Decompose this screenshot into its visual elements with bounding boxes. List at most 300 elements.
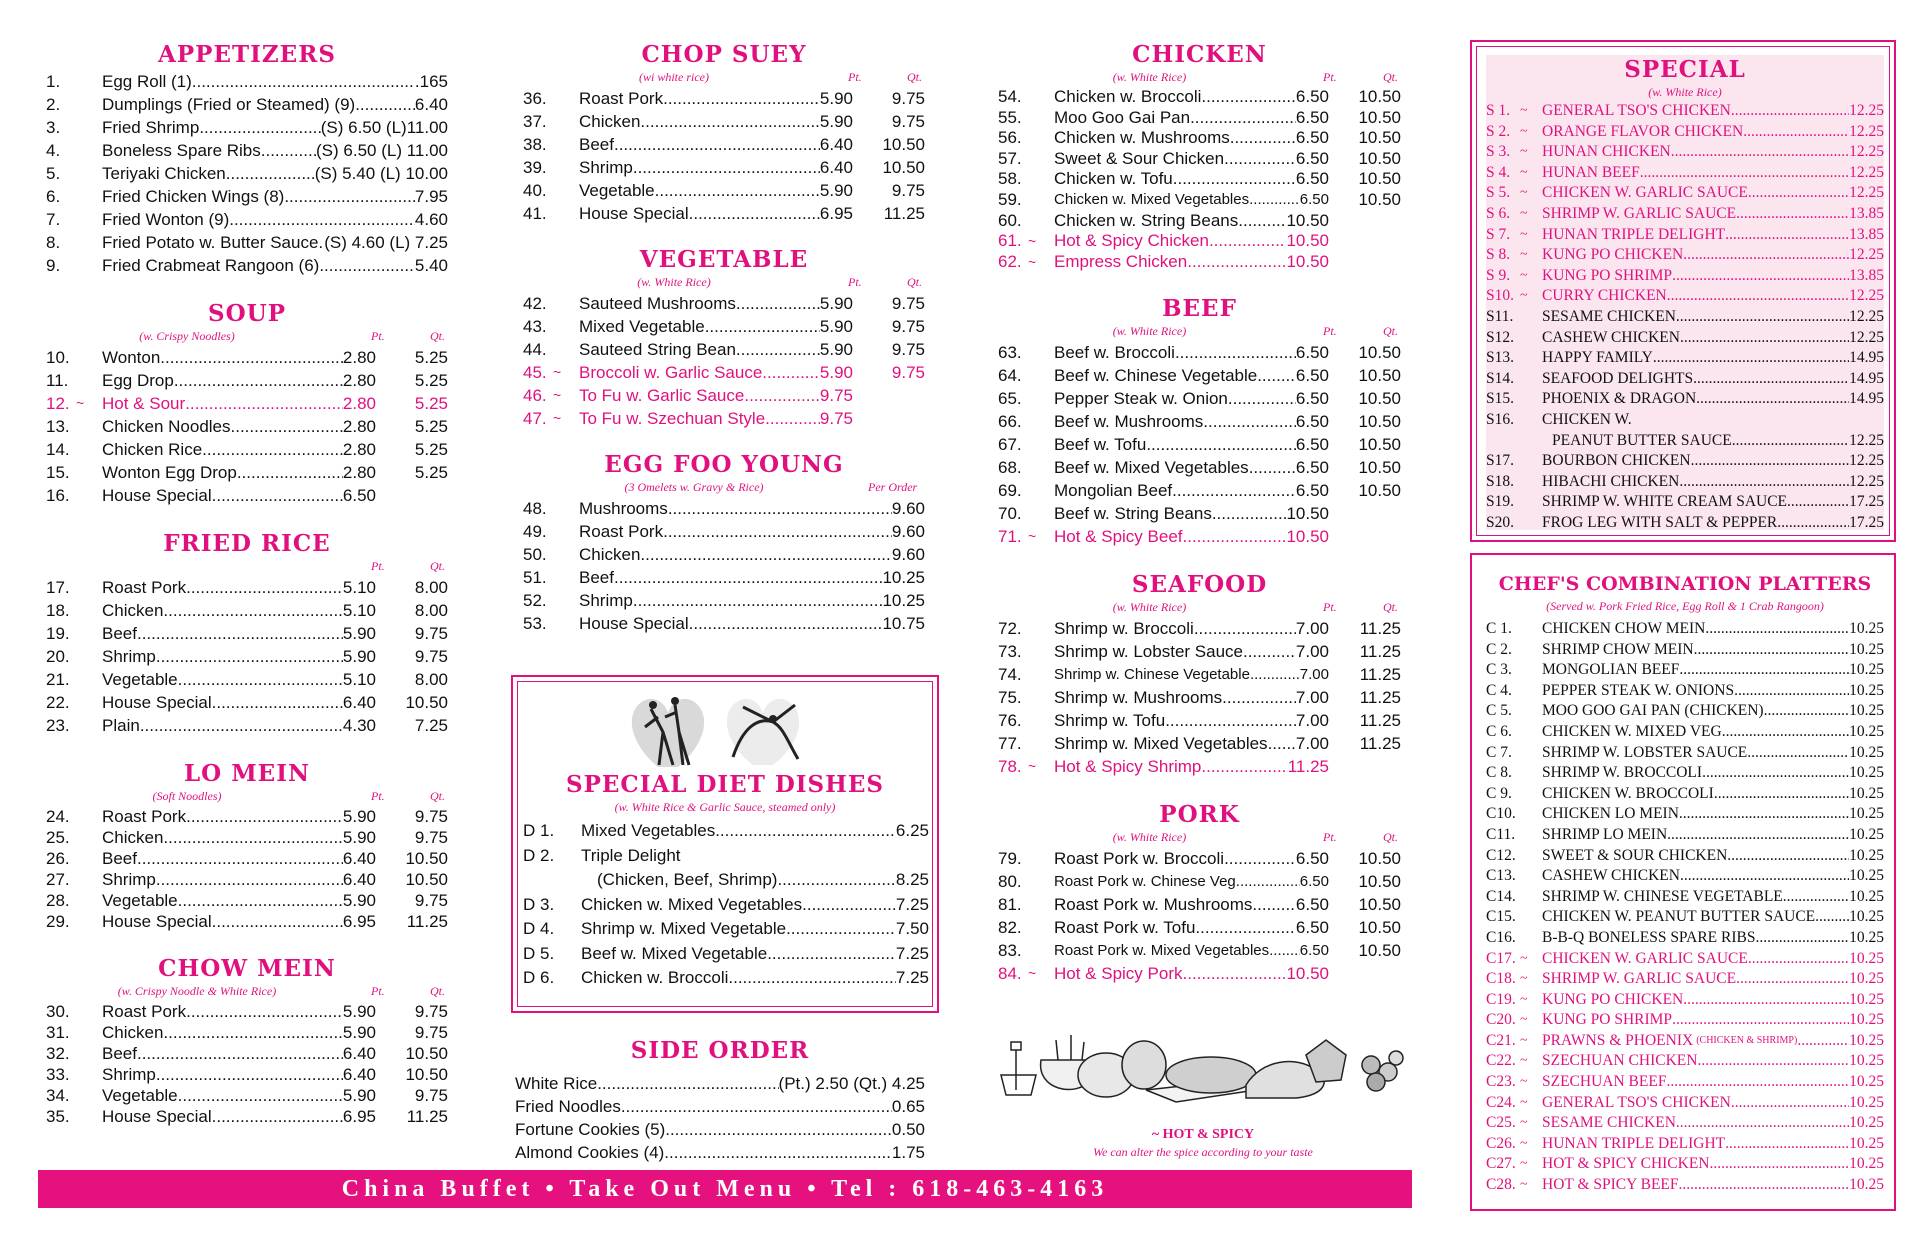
dot-leader	[178, 1085, 343, 1106]
item-name: Empress Chicken	[1054, 251, 1188, 271]
item-name: Chicken w. Mushrooms	[1054, 128, 1230, 148]
item-number: 5.	[46, 164, 61, 183]
item-name-line	[1054, 962, 1329, 985]
item-price-qt: 9.75	[414, 1002, 448, 1021]
item-number: 1.	[46, 72, 61, 91]
item-list	[1486, 619, 1884, 1196]
item-number: 33.	[46, 1065, 70, 1084]
item-name-line	[1542, 1154, 1884, 1175]
item-name-line	[102, 185, 448, 208]
hot-pepper-icon: ~	[1520, 1074, 1528, 1090]
item-name: Roast Pork	[102, 578, 187, 597]
hot-pepper-icon: ~	[1520, 1012, 1528, 1028]
item-price: 12.25	[1849, 163, 1884, 181]
menu-item-row	[1486, 492, 1884, 513]
dot-leader	[355, 93, 415, 116]
item-number: 11.	[46, 371, 69, 390]
item-name: CASHEW CHICKEN	[1542, 867, 1680, 885]
item-price-qt: 8.00	[414, 578, 448, 597]
item-price: 13.85	[1849, 204, 1884, 222]
item-name-line	[102, 1106, 376, 1127]
dot-leader	[689, 202, 820, 225]
item-name: Roast Pork w. Broccoli	[1054, 849, 1225, 869]
qt-header: Qt.	[1383, 830, 1398, 845]
section-beef	[998, 294, 1401, 548]
item-name-line	[102, 869, 376, 890]
section-title: SOUP	[208, 300, 286, 327]
item-code: C 4.	[1486, 681, 1512, 699]
section-egg-foo-young	[523, 450, 925, 635]
dot-leader	[728, 966, 896, 991]
item-code: C28.	[1486, 1176, 1516, 1194]
qt-header: Qt.	[430, 329, 445, 343]
section-note: (w. Crispy Noodles)	[139, 329, 235, 343]
dot-leader	[1257, 364, 1296, 387]
item-list	[46, 70, 448, 277]
section-title: APPETIZERS	[158, 41, 336, 68]
item-name-line	[581, 966, 929, 991]
item-price: 14.95	[1849, 369, 1884, 387]
item-price-qt: 10.50	[405, 1044, 448, 1063]
item-name-line	[1542, 389, 1884, 410]
item-number: 56.	[998, 128, 1022, 148]
item-number: D 6.	[523, 968, 555, 987]
item-price-pt: 10.50	[1286, 210, 1329, 230]
item-name: Fried Shrimp	[102, 118, 200, 137]
item-name: Shrimp w. Mixed Vegetables	[1054, 734, 1268, 754]
item-number: 64.	[998, 366, 1022, 386]
menu-item-row	[1486, 990, 1884, 1011]
menu-item-row	[523, 819, 929, 844]
section-title: BEEF	[1162, 295, 1237, 323]
dot-leader	[664, 1141, 892, 1164]
dot-leader	[212, 911, 343, 932]
menu-item-row	[523, 202, 925, 225]
item-price: 13.85	[1849, 266, 1884, 284]
item-price-pt: 2.80	[342, 440, 376, 459]
item-name-line	[102, 231, 448, 254]
item-code: S 7.	[1486, 225, 1511, 243]
item-number: 52.	[523, 591, 547, 610]
dot-leader	[1726, 722, 1850, 743]
item-price-qt: 9.75	[891, 363, 925, 382]
menu-item-row	[523, 292, 925, 315]
item-name-line	[1542, 307, 1884, 328]
item-number: 36.	[523, 89, 547, 108]
menu-item-row	[523, 868, 929, 893]
item-name: Mongolian Beef	[1054, 481, 1173, 501]
item-price-pt: 2.80	[342, 463, 376, 482]
item-name: To Fu w. Szechuan Style	[579, 409, 766, 428]
item-name-line	[102, 576, 376, 599]
item-name: CHICKEN W. GARLIC SAUCE	[1542, 184, 1748, 202]
item-list	[46, 806, 448, 932]
dot-leader	[185, 392, 343, 415]
item-name: Pepper Steak w. Onion	[1054, 389, 1228, 409]
item-name: Shrimp w. Broccoli	[1054, 619, 1194, 639]
section-chicken	[998, 40, 1401, 272]
dot-leader	[786, 917, 896, 942]
hot-pepper-icon: ~	[1520, 1053, 1528, 1069]
item-name-line	[1542, 1072, 1884, 1093]
menu-item-row	[1486, 266, 1884, 287]
menu-item-row	[998, 128, 1401, 149]
dot-leader	[1653, 348, 1849, 369]
item-number: 47.	[523, 409, 547, 428]
item-number: 30.	[46, 1002, 70, 1021]
item-name: SHRIMP W. WHITE CREAM SAUCE	[1542, 493, 1788, 511]
item-price: (Pt.) 2.50 (Qt.) 4.25	[778, 1074, 925, 1093]
dot-leader	[1172, 479, 1296, 502]
item-number: 66.	[998, 412, 1022, 432]
item-number: 31.	[46, 1023, 70, 1042]
section-note: (wi white rice)	[639, 70, 709, 84]
dot-leader	[736, 292, 820, 315]
menu-item-row	[1486, 1031, 1884, 1052]
item-price: 7.50	[895, 919, 929, 938]
item-price-pt: 6.40	[819, 135, 853, 154]
hot-pepper-icon: ~	[1520, 205, 1528, 221]
item-name: SHRIMP CHOW MEIN	[1542, 640, 1694, 658]
dot-leader	[1269, 939, 1300, 962]
menu-item-row	[46, 139, 448, 162]
item-name-line	[102, 1043, 376, 1064]
item-price: 10.25	[1849, 846, 1884, 864]
item-name-line	[1542, 743, 1884, 764]
item-name: HUNAN TRIPLE DELIGHT	[1542, 1134, 1726, 1152]
item-name: HIBACHI CHICKEN	[1542, 472, 1680, 490]
dot-leader	[1640, 163, 1849, 184]
hot-pepper-icon: ~	[1520, 1094, 1528, 1110]
dot-leader	[1736, 204, 1849, 225]
item-name-line	[1542, 640, 1884, 661]
item-name-line	[579, 543, 925, 566]
dot-leader	[1187, 252, 1286, 273]
item-price: 10.25	[1849, 784, 1884, 802]
item-number: 54.	[998, 87, 1022, 106]
item-name: Shrimp	[102, 647, 156, 666]
item-name-line	[1054, 108, 1329, 129]
hot-pepper-icon: ~	[1520, 1156, 1528, 1172]
item-name-line	[1542, 887, 1884, 908]
menu-item-row	[523, 942, 929, 967]
item-name: B-B-Q BONELESS SPARE RIBS	[1542, 928, 1756, 946]
item-price-pt: 6.50	[1295, 343, 1329, 363]
item-name: HAPPY FAMILY	[1542, 349, 1653, 367]
item-price-pt: 5.10	[342, 670, 376, 689]
dot-leader	[1777, 513, 1849, 534]
item-code: C23.	[1486, 1073, 1516, 1091]
item-name-line	[1542, 763, 1884, 784]
item-price-qt: 9.75	[891, 181, 925, 200]
item-number: 22.	[46, 693, 70, 712]
menu-item-row	[1486, 513, 1884, 534]
section-subheader	[1486, 85, 1884, 101]
item-code: C25.	[1486, 1114, 1516, 1132]
menu-item-row	[998, 410, 1401, 433]
item-name: Roast Pork	[102, 1002, 187, 1021]
menu-item-row	[523, 407, 925, 430]
qt-header: Qt.	[430, 984, 445, 998]
item-name-line	[102, 911, 376, 932]
item-price: 14.95	[1849, 390, 1884, 408]
section-subheader	[998, 600, 1401, 617]
menu-item-row	[1486, 660, 1884, 681]
dot-leader	[663, 520, 892, 543]
item-number: 83.	[998, 941, 1022, 961]
item-name-line	[1054, 640, 1329, 663]
section-note: (Soft Noodles)	[152, 789, 222, 803]
item-name: House Special	[102, 693, 212, 712]
item-price-pt: 5.90	[819, 363, 853, 382]
hot-pepper-icon: ~	[1520, 103, 1528, 118]
menu-item-row	[998, 893, 1401, 916]
dot-leader	[231, 415, 343, 438]
item-name-line	[1054, 525, 1329, 548]
item-name: Sweet & Sour Chicken	[1054, 148, 1225, 168]
item-name: HUNAN CHICKEN	[1542, 143, 1671, 161]
menu-item-row	[1486, 928, 1884, 949]
item-price: 12.25	[1849, 452, 1884, 470]
item-price: (S) 6.50 (L)11.00	[320, 118, 448, 137]
item-price-pt: 7.00	[1295, 619, 1329, 639]
menu-item-row	[998, 149, 1401, 170]
item-name-line	[579, 520, 925, 543]
item-name-line	[1542, 949, 1884, 970]
item-price-pt: 6.50	[1295, 481, 1329, 501]
item-name: KUNG PO SHRIMP	[1542, 1011, 1673, 1029]
item-price: 5.40	[414, 256, 448, 275]
item-price: 12.25	[1849, 122, 1884, 140]
item-price-pt: 11.25	[1287, 757, 1329, 777]
item-name: SWEET & SOUR CHICKEN	[1542, 846, 1728, 864]
section-subheader	[1486, 599, 1884, 619]
menu-item-row	[1486, 245, 1884, 266]
item-name: To Fu w. Garlic Sauce	[579, 386, 745, 405]
menu-item-row	[46, 231, 448, 254]
dot-leader	[1190, 108, 1296, 129]
item-price: 10.25	[1849, 990, 1884, 1008]
item-number: 3.	[46, 118, 61, 137]
section-title: SPECIAL	[1624, 56, 1746, 83]
item-price-qt: 10.50	[405, 1065, 448, 1084]
item-price-qt: 9.75	[891, 89, 925, 108]
section-title: EGG FOO YOUNG	[604, 451, 844, 478]
item-price-qt: 8.00	[414, 670, 448, 689]
item-price-pt: 6.40	[342, 693, 376, 712]
item-name-line	[1542, 660, 1884, 681]
item-price: 7.25	[895, 943, 929, 963]
item-price-qt: 7.25	[414, 716, 448, 735]
item-number: 59.	[998, 189, 1022, 209]
item-name: KUNG PO SHRIMP	[1542, 266, 1673, 284]
dot-leader	[689, 612, 883, 635]
item-price-qt: 10.50	[882, 158, 925, 177]
dot-leader	[1748, 949, 1849, 970]
item-code: C14.	[1486, 887, 1516, 905]
dot-leader	[1725, 1134, 1849, 1155]
item-code: C12.	[1486, 846, 1516, 864]
menu-item-row	[46, 645, 448, 668]
item-name: Beef w. Mixed Vegetable	[581, 943, 768, 963]
item-price-pt: 10.50	[1286, 527, 1329, 547]
item-name: CHICKEN LO MEIN	[1542, 805, 1679, 823]
dot-leader	[212, 691, 343, 714]
menu-item-row	[46, 484, 448, 507]
dot-leader	[705, 315, 820, 338]
item-name-line	[579, 315, 853, 338]
item-name: Fried Chicken Wings (8)	[102, 187, 285, 206]
item-price-pt: 2.80	[342, 394, 376, 413]
hot-pepper-icon: ~	[1520, 144, 1528, 160]
pt-header: Pt.	[1323, 324, 1337, 339]
item-name-line	[581, 942, 929, 967]
item-name-line	[102, 254, 448, 277]
dot-leader	[1222, 686, 1296, 709]
item-price-pt: 6.40	[342, 1044, 376, 1063]
item-price: 10.25	[1849, 1073, 1884, 1091]
item-code: C16.	[1486, 928, 1516, 946]
item-name: Fried Potato w. Butter Sauce	[102, 233, 319, 252]
item-name-line	[1054, 211, 1329, 232]
item-number: 72.	[998, 619, 1022, 639]
item-name-line	[102, 1022, 376, 1043]
item-price: 12.25	[1849, 328, 1884, 346]
menu-item-row	[46, 1001, 448, 1022]
item-name-line	[581, 893, 929, 918]
item-number: 20.	[46, 647, 70, 666]
item-name-line	[102, 70, 448, 93]
item-name: GENERAL TSO'S CHICKEN	[1542, 102, 1731, 119]
item-price-pt: 5.90	[342, 807, 376, 826]
menu-item-row	[998, 663, 1401, 686]
item-price-pt: 6.50	[1299, 190, 1329, 208]
item-price-pt: 7.00	[1295, 688, 1329, 708]
item-price: 10.25	[1849, 1011, 1884, 1029]
pt-header: Pt.	[371, 984, 385, 998]
item-number: 32.	[46, 1044, 70, 1063]
pt-header: Pt.	[1323, 830, 1337, 845]
dot-leader	[1725, 225, 1849, 246]
pt-header: Pt.	[1323, 600, 1337, 615]
item-number: 10.	[46, 348, 70, 367]
item-name: White Rice	[515, 1074, 598, 1093]
dot-leader	[137, 848, 343, 869]
hot-pepper-icon: ~	[76, 395, 85, 411]
item-price-qt: 10.50	[1358, 389, 1401, 409]
item-code: S 6.	[1486, 204, 1511, 222]
item-name-line	[1542, 286, 1884, 307]
item-code: C15.	[1486, 908, 1516, 926]
item-price-pt: 2.80	[342, 371, 376, 390]
item-price: 17.25	[1849, 493, 1884, 511]
item-number: 43.	[523, 317, 547, 336]
item-name: Roast Pork	[579, 89, 664, 108]
item-price: 7.25	[895, 968, 929, 987]
item-price-qt: 10.50	[1358, 87, 1401, 106]
item-price: 10.25	[1849, 702, 1884, 720]
item-name: Beef w. Mixed Vegetables	[1054, 458, 1249, 478]
item-name-line	[1054, 755, 1329, 778]
item-code: C 7.	[1486, 743, 1512, 761]
item-name: Fried Noodles	[515, 1097, 621, 1116]
item-name: Shrimp w. Lobster Sauce	[1054, 642, 1243, 662]
section-title: CHICKEN	[1132, 41, 1267, 68]
item-price-pt: 6.50	[1295, 128, 1329, 148]
item-price: 13.85	[1849, 225, 1884, 243]
section-note: (w. White Rice)	[1112, 600, 1187, 615]
dot-leader	[1667, 825, 1849, 846]
item-price: 0.50	[891, 1120, 925, 1139]
item-name-line	[1542, 1113, 1884, 1134]
item-name: House Special	[579, 614, 689, 633]
item-name-line	[1054, 87, 1329, 108]
item-price-pt: 10.50	[1286, 231, 1329, 251]
hot-pepper-icon: ~	[1520, 164, 1528, 180]
menu-item-row	[1486, 619, 1884, 640]
item-name-line	[102, 438, 376, 461]
menu-item-row	[515, 1072, 925, 1095]
item-name: MOO GOO GAI PAN (CHICKEN)	[1542, 702, 1764, 720]
hot-pepper-icon: ~	[1520, 247, 1528, 263]
item-number: 60.	[998, 210, 1022, 230]
item-price-pt: 5.90	[819, 89, 853, 108]
item-name: Chicken w. Broccoli	[581, 968, 729, 987]
dot-leader	[1194, 617, 1296, 640]
section-title: SPECIAL DIET DISHES	[565, 771, 885, 798]
menu-item-row	[515, 1141, 925, 1164]
item-number: 80.	[998, 872, 1022, 892]
item-number: 61.	[998, 231, 1022, 251]
item-name-line	[1054, 149, 1329, 170]
item-name-line	[581, 917, 929, 942]
item-price: 10.25	[1849, 1155, 1884, 1173]
item-number: 73.	[998, 642, 1022, 662]
item-price-pt: 6.50	[1295, 366, 1329, 386]
section-note: (w. White Rice)	[637, 275, 711, 289]
item-name: Vegetable	[102, 670, 178, 689]
item-name: MONGOLIAN BEEF	[1542, 661, 1680, 679]
item-price-qt: 10.50	[1358, 435, 1401, 455]
column-2	[523, 40, 925, 635]
item-name-line	[1542, 513, 1884, 534]
item-name-line	[579, 589, 925, 612]
menu-item-row	[523, 361, 925, 384]
item-price-pt: 5.90	[819, 294, 853, 313]
item-name-line	[515, 1118, 925, 1141]
special-box	[1470, 40, 1896, 542]
item-name-line	[1054, 709, 1329, 732]
item-price-qt: 5.25	[414, 394, 448, 413]
menu-item-row	[46, 691, 448, 714]
menu-item-row	[1486, 1072, 1884, 1093]
menu-item-row	[46, 461, 448, 484]
item-name-line	[1054, 169, 1329, 190]
menu-item-row	[523, 87, 925, 110]
dot-leader	[156, 645, 343, 668]
menu-item-row	[1486, 969, 1884, 990]
menu-item-row	[1486, 307, 1884, 328]
qt-header: Qt.	[430, 789, 445, 803]
item-name-line	[1542, 1010, 1884, 1031]
item-name-line	[102, 848, 376, 869]
item-price: (S) 5.40 (L) 10.00	[314, 164, 448, 183]
menu-item-row	[523, 543, 925, 566]
menu-item-row	[998, 211, 1401, 232]
dot-leader	[160, 346, 343, 369]
menu-item-row	[515, 1095, 925, 1118]
item-name: Vegetable	[102, 1086, 178, 1105]
